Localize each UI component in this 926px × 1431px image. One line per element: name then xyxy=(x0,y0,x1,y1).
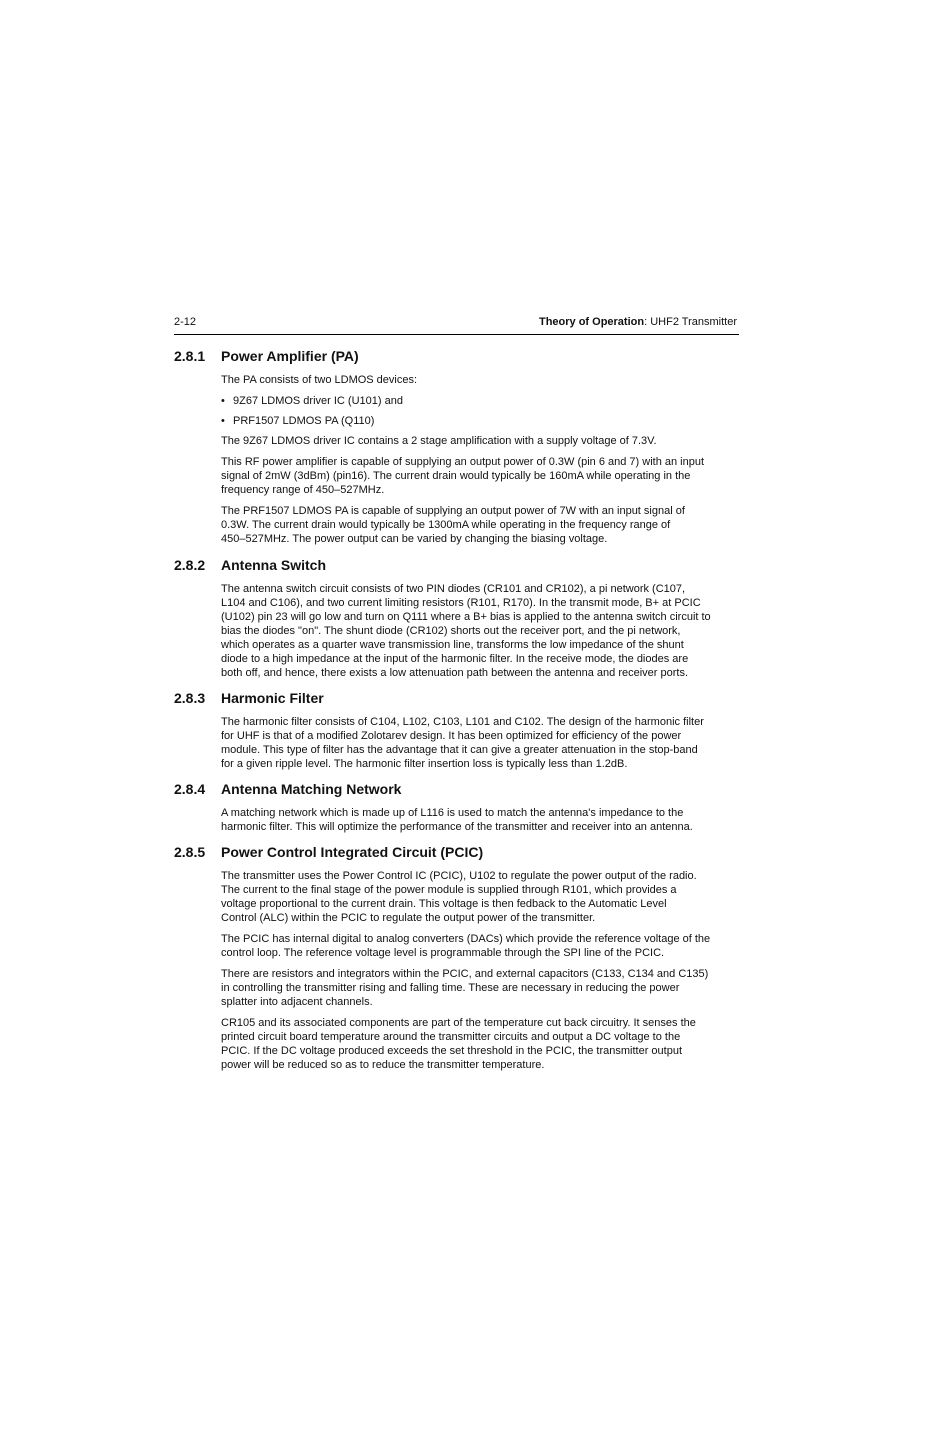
section-heading xyxy=(174,781,739,799)
section-heading xyxy=(174,690,739,708)
paragraph: The transmitter uses the Power Control IC (PCIC), U102 to regulate the power output of the radio. The current to the final stage of the power module is supplied through R101, which provides a voltage proportional to the current drain. This voltage is then fedback to the Automatic Level Control (ALC) within the PCIC to regulate the output power of the transmitter. xyxy=(221,870,697,924)
section-harmonic-filter xyxy=(174,690,739,778)
paragraph: The PA consists of two LDMOS devices: xyxy=(221,374,418,386)
section-number: 2.8.3 xyxy=(174,690,206,706)
running-title-rest: : UHF2 Transmitter xyxy=(644,316,737,328)
list-item: • PRF1507 LDMOS PA (Q110) xyxy=(221,415,375,427)
paragraph: A matching network which is made up of L116 is used to match the antenna's impedance to the harmonic filter. This will optimize the performance of the transmitter and receiver into an antenna. xyxy=(221,807,693,833)
list-item: • 9Z67 LDMOS driver IC (U101) and xyxy=(221,395,403,407)
section-number: 2.8.4 xyxy=(174,781,206,797)
paragraph: CR105 and its associated components are part of the temperature cut back circuitry. It senses the printed circuit board temperature around the transmitter circuits and output a DC voltage to the PCIC. If the DC voltage produced exceeds the set threshold in the PCIC, the transmitter output power will be reduced so as to reduce the transmitter temperature. xyxy=(221,1017,696,1071)
section-title: Antenna Matching Network xyxy=(221,781,402,797)
section-heading xyxy=(174,557,739,575)
section-number: 2.8.1 xyxy=(174,348,206,364)
paragraph: The antenna switch circuit consists of two PIN diodes (CR101 and CR102), a pi network (C107, L104 and C106), and two current limiting resistors (R101, R170). In the transmit mode, B+ at PCIC (U102) pin 23 will go low and turn on Q111 where a B+ bias is applied to the antenna switch circuit to bias the diodes "on". The shunt diode (CR102) shorts out the receiver port, and the pi network, which operates as a quarter wave transmission line, transforms the low impedance of the shunt diode to a high impedance at the input of the harmonic filter. In the receive mode, the diodes are both off, and hence, there exists a low attenuation path between the antenna and receiver ports. xyxy=(221,583,711,679)
section-antenna-matching-network xyxy=(174,781,739,841)
section-number: 2.8.2 xyxy=(174,557,206,573)
paragraph: The harmonic filter consists of C104, L102, C103, L101 and C102. The design of the harmonic filter for UHF is that of a modified Zolotarev design. It has been optimized for efficiency of the power module. This type of filter has the advantage that it can give a greater attenuation in the stop-band for a given ripple level. The harmonic filter insertion loss is typically less than 1.2dB. xyxy=(221,716,704,770)
section-antenna-switch xyxy=(174,557,739,687)
section-number: 2.8.5 xyxy=(174,844,206,860)
page-number: 2-12 xyxy=(174,316,197,328)
paragraph: The 9Z67 LDMOS driver IC contains a 2 stage amplification with a supply voltage of 7.3V. xyxy=(221,435,657,447)
section-title: Antenna Switch xyxy=(221,557,327,573)
paragraph: The PCIC has internal digital to analog converters (DACs) which provide the reference voltage of the control loop. The reference voltage level is programmable through the SPI line of the PCIC. xyxy=(221,933,711,959)
section-heading xyxy=(174,348,739,366)
paragraph: The PRF1507 LDMOS PA is capable of supplying an output power of 7W with an input signal of 0.3W. The current drain would typically be 1300mA while operating in the frequency range of 450–527MHz. The power output can be varied by changing the biasing voltage. xyxy=(221,505,685,545)
running-title xyxy=(539,316,737,329)
paragraph: This RF power amplifier is capable of supplying an output power of 0.3W (pin 6 and 7) with an input signal of 2mW (3dBm) (pin16). The current drain would typically be 160mA while operating in the frequency range of 450–527MHz. xyxy=(221,456,705,496)
section-title: Harmonic Filter xyxy=(221,690,324,706)
paragraph: There are resistors and integrators within the PCIC, and external capacitors (C133, C134 and C135) in controlling the transmitter rising and falling time. These are necessary in reducing the power splatter into adjacent channels. xyxy=(221,968,709,1008)
page-header xyxy=(174,316,739,335)
section-power-amplifier xyxy=(174,348,739,553)
section-title: Power Amplifier (PA) xyxy=(221,348,359,364)
list-item-text: 9Z67 LDMOS driver IC (U101) and xyxy=(233,395,403,407)
section-title: Power Control Integrated Circuit (PCIC) xyxy=(221,844,484,860)
list-item-text: PRF1507 LDMOS PA (Q110) xyxy=(233,415,375,427)
section-heading xyxy=(174,844,739,862)
section-pcic xyxy=(174,844,739,1079)
running-title-bold: Theory of Operation xyxy=(538,316,645,328)
